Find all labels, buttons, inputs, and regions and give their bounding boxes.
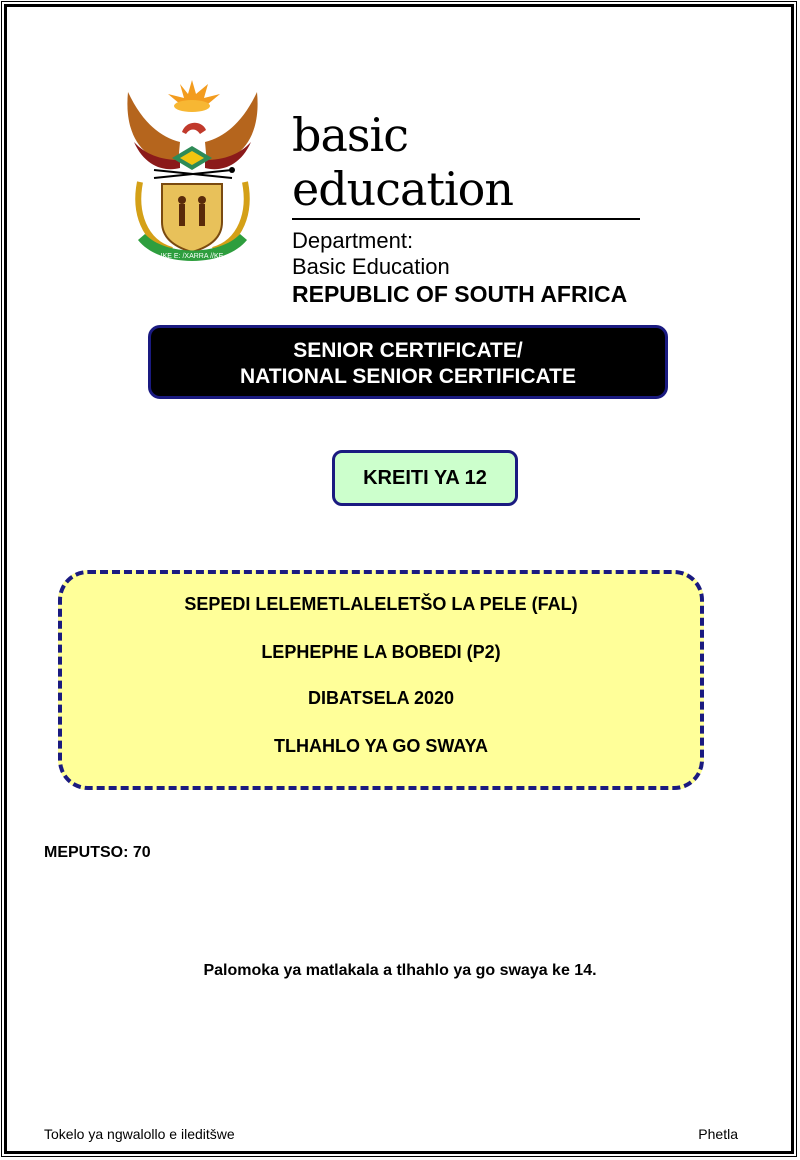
certificate-line-1: SENIOR CERTIFICATE/	[293, 339, 523, 362]
department-label: Department:	[292, 228, 414, 253]
brand-divider	[292, 218, 640, 220]
grade-badge: KREITI YA 12	[332, 450, 518, 506]
total-marks: MEPUTSO: 70	[44, 844, 151, 861]
certificate-line-2: NATIONAL SENIOR CERTIFICATE	[240, 365, 576, 388]
page-count-note: Palomoka ya matlakala a tlhahlo ya go swaya ke 14.	[203, 962, 597, 979]
department-name: Basic Education	[292, 254, 450, 279]
department-brand	[292, 108, 640, 308]
turn-over-label: Phetla	[698, 1126, 738, 1142]
subject-line: TLHAHLO YA GO SWAYA	[273, 736, 489, 756]
brand-title: basic education	[292, 108, 513, 216]
subject-line: LEPHEPHE LA BOBEDI (P2)	[261, 642, 501, 662]
crest-motto: !KE E: /XARRA //KE	[160, 253, 224, 260]
coat-of-arms-icon	[120, 72, 265, 267]
subject-line: SEPEDI LELEMETLALELETŠO LA PELE (FAL)	[184, 594, 578, 614]
subject-panel	[58, 570, 704, 790]
certificate-banner	[148, 325, 668, 399]
subject-line: DIBATSELA 2020	[307, 688, 455, 708]
country-name: REPUBLIC OF SOUTH AFRICA	[292, 281, 628, 307]
copyright-notice: Tokelo ya ngwalollo e ileditšwe	[44, 1126, 235, 1142]
